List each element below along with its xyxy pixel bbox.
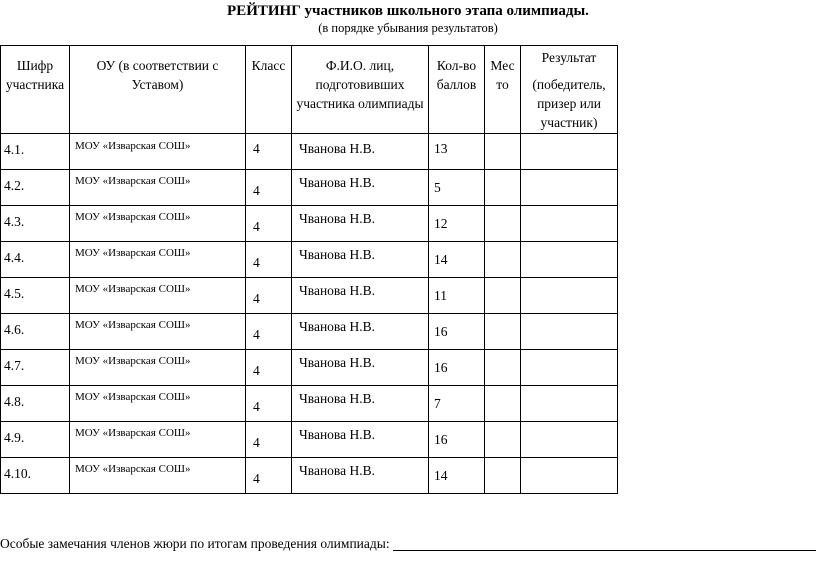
rating-table: [0, 45, 618, 494]
result-cell: [521, 242, 618, 278]
class-value: 4: [246, 134, 292, 170]
class-value: 4: [246, 314, 292, 350]
participant-code: 4.5.: [1, 278, 70, 314]
table-row: [1, 242, 618, 278]
class-value: 4: [246, 350, 292, 386]
table-row: [1, 134, 618, 170]
header-fio: Ф.И.О. лиц, подготовивших участника олимпиады: [292, 46, 429, 134]
place-cell: [485, 134, 521, 170]
header-result: [521, 46, 618, 134]
score-value: 13: [429, 134, 485, 170]
participant-code: 4.3.: [1, 206, 70, 242]
teacher-name: Чванова Н.В.: [292, 458, 429, 494]
place-cell: [485, 314, 521, 350]
participant-code: 4.6.: [1, 314, 70, 350]
header-class: Класс: [246, 46, 292, 134]
school-name: МОУ «Изварская СОШ»: [70, 242, 246, 278]
score-value: 12: [429, 206, 485, 242]
result-cell: [521, 278, 618, 314]
result-cell: [521, 458, 618, 494]
school-name: МОУ «Изварская СОШ»: [70, 170, 246, 206]
table-row: [1, 278, 618, 314]
school-name: МОУ «Изварская СОШ»: [70, 458, 246, 494]
teacher-name: Чванова Н.В.: [292, 386, 429, 422]
table-row: [1, 206, 618, 242]
result-cell: [521, 170, 618, 206]
table-row: [1, 350, 618, 386]
jury-notes-line[interactable]: [393, 550, 816, 551]
page-subtitle: (в порядке убывания результатов): [318, 21, 498, 35]
header-result-title: Результат: [541, 50, 597, 65]
class-value: 4: [246, 170, 292, 206]
school-name: МОУ «Изварская СОШ»: [70, 278, 246, 314]
participant-code: 4.4.: [1, 242, 70, 278]
school-name: МОУ «Изварская СОШ»: [70, 386, 246, 422]
table-row: [1, 458, 618, 494]
place-cell: [485, 458, 521, 494]
teacher-name: Чванова Н.В.: [292, 242, 429, 278]
school-name: МОУ «Изварская СОШ»: [70, 206, 246, 242]
table-body: [1, 134, 618, 494]
result-cell: [521, 314, 618, 350]
participant-code: 4.7.: [1, 350, 70, 386]
table-row: [1, 170, 618, 206]
place-cell: [485, 242, 521, 278]
school-name: МОУ «Изварская СОШ»: [70, 350, 246, 386]
header-place: Мес то: [485, 46, 521, 134]
score-value: 5: [429, 170, 485, 206]
participant-code: 4.10.: [1, 458, 70, 494]
result-cell: [521, 386, 618, 422]
teacher-name: Чванова Н.В.: [292, 314, 429, 350]
class-value: 4: [246, 422, 292, 458]
teacher-name: Чванова Н.В.: [292, 206, 429, 242]
table-header-row: [1, 46, 618, 134]
teacher-name: Чванова Н.В.: [292, 170, 429, 206]
place-cell: [485, 170, 521, 206]
score-value: 11: [429, 278, 485, 314]
school-name: МОУ «Изварская СОШ»: [70, 134, 246, 170]
teacher-name: Чванова Н.В.: [292, 350, 429, 386]
score-value: 16: [429, 350, 485, 386]
header-score: Кол-во баллов: [429, 46, 485, 134]
school-name: МОУ «Изварская СОШ»: [70, 422, 246, 458]
score-value: 14: [429, 242, 485, 278]
class-value: 4: [246, 206, 292, 242]
participant-code: 4.9.: [1, 422, 70, 458]
score-value: 14: [429, 458, 485, 494]
class-value: 4: [246, 242, 292, 278]
result-cell: [521, 206, 618, 242]
page-title: РЕЙТИНГ участников школьного этапа олимпиады.: [227, 3, 589, 19]
result-cell: [521, 134, 618, 170]
header-school: ОУ (в соответствии с Уставом): [70, 46, 246, 134]
participant-code: 4.1.: [1, 134, 70, 170]
result-cell: [521, 350, 618, 386]
header-code: Шифр участника: [1, 46, 70, 134]
table-row: [1, 422, 618, 458]
teacher-name: Чванова Н.В.: [292, 422, 429, 458]
table-row: [1, 314, 618, 350]
class-value: 4: [246, 386, 292, 422]
place-cell: [485, 206, 521, 242]
place-cell: [485, 278, 521, 314]
place-cell: [485, 350, 521, 386]
score-value: 16: [429, 422, 485, 458]
header-result-note: (победитель, призер или участник): [532, 77, 606, 130]
teacher-name: Чванова Н.В.: [292, 134, 429, 170]
score-value: 16: [429, 314, 485, 350]
result-cell: [521, 422, 618, 458]
school-name: МОУ «Изварская СОШ»: [70, 314, 246, 350]
teacher-name: Чванова Н.В.: [292, 278, 429, 314]
participant-code: 4.8.: [1, 386, 70, 422]
place-cell: [485, 386, 521, 422]
participant-code: 4.2.: [1, 170, 70, 206]
jury-notes-label: Особые замечания членов жюри по итогам проведения олимпиады:: [0, 536, 390, 551]
class-value: 4: [246, 278, 292, 314]
class-value: 4: [246, 458, 292, 494]
table-row: [1, 386, 618, 422]
place-cell: [485, 422, 521, 458]
score-value: 7: [429, 386, 485, 422]
